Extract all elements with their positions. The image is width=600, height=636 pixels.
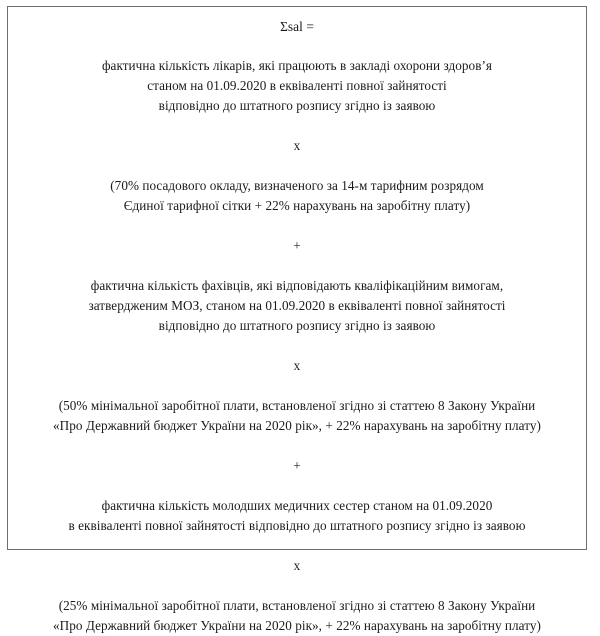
multiply-operator: x bbox=[293, 138, 301, 153]
block-specialists-count bbox=[18, 276, 576, 336]
block-nurses-count bbox=[18, 496, 576, 536]
formula-title: Σsal = bbox=[280, 19, 314, 34]
block-doctors-count bbox=[18, 56, 576, 116]
formula-line: «Про Державний бюджет України на 2020 рік», + 22% нарахувань на заробітну плату) bbox=[53, 418, 541, 433]
spacer bbox=[18, 536, 576, 556]
formula-line: «Про Державний бюджет України на 2020 рік», + 22% нарахувань на заробітну плату) bbox=[53, 618, 541, 633]
operator-multiply-3 bbox=[18, 556, 576, 576]
formula-line: (50% мінімальної заробітної плати, встановленої згідно зі статтею 8 Закону України bbox=[58, 398, 536, 413]
formula-line: (25% мінімальної заробітної плати, встановленої згідно зі статтею 8 Закону України bbox=[58, 598, 536, 613]
spacer bbox=[18, 216, 576, 236]
formula-line: в еквіваленті повної зайнятості відповідно до штатного розпису згідно із заявою bbox=[68, 518, 526, 533]
block-specialists-rate bbox=[18, 396, 576, 436]
block-doctors-rate bbox=[18, 176, 576, 216]
formula-line: (70% посадового окладу, визначеного за 14-м тарифним розрядом bbox=[110, 178, 484, 193]
multiply-operator: x bbox=[293, 358, 301, 373]
formula-line: затвердженим МОЗ, станом на 01.09.2020 в еквіваленті повної зайнятості bbox=[88, 298, 506, 313]
spacer bbox=[18, 436, 576, 456]
spacer bbox=[18, 37, 576, 56]
multiply-operator: x bbox=[293, 558, 301, 573]
formula-document bbox=[7, 6, 587, 633]
operator-multiply-1 bbox=[18, 136, 576, 156]
plus-operator: + bbox=[293, 458, 301, 473]
spacer bbox=[18, 156, 576, 176]
spacer bbox=[18, 476, 576, 496]
formula-title-block bbox=[18, 17, 576, 37]
operator-plus-1 bbox=[18, 236, 576, 256]
operator-multiply-2 bbox=[18, 356, 576, 376]
formula-line: Єдиної тарифної сітки + 22% нарахувань на заробітну плату) bbox=[123, 198, 471, 213]
block-nurses-rate bbox=[18, 596, 576, 636]
formula-line: фактична кількість лікарів, які працюють в закладі охорони здоров’я bbox=[101, 58, 493, 73]
spacer bbox=[18, 376, 576, 396]
formula-line: фактична кількість фахівців, які відповідають кваліфікаційним вимогам, bbox=[90, 278, 504, 293]
spacer bbox=[18, 256, 576, 276]
operator-plus-2 bbox=[18, 456, 576, 476]
spacer bbox=[18, 336, 576, 356]
formula-body bbox=[8, 7, 586, 636]
formula-line: фактична кількість молодших медичних сестер станом на 01.09.2020 bbox=[101, 498, 493, 513]
formula-line: станом на 01.09.2020 в еквіваленті повної зайнятості bbox=[147, 78, 447, 93]
spacer bbox=[18, 576, 576, 596]
plus-operator: + bbox=[293, 238, 301, 253]
spacer bbox=[18, 116, 576, 136]
formula-line: відповідно до штатного розпису згідно із заявою bbox=[158, 318, 436, 333]
formula-line: відповідно до штатного розпису згідно із заявою bbox=[158, 98, 436, 113]
